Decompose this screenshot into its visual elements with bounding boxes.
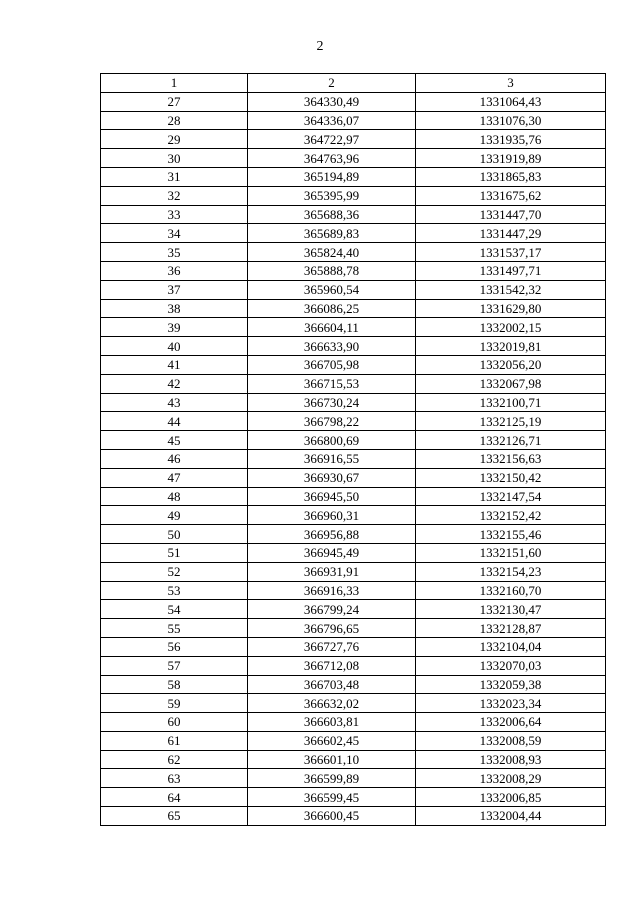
- table-row: [101, 449, 606, 468]
- x-coordinate-cell: 366800,69: [248, 431, 416, 450]
- point-number-cell: 58: [101, 675, 248, 694]
- column-header: 2: [248, 74, 416, 93]
- x-coordinate-cell: 364330,49: [248, 92, 416, 111]
- table-row: [101, 167, 606, 186]
- table-row: [101, 186, 606, 205]
- point-number-cell: 52: [101, 562, 248, 581]
- table-row: [101, 205, 606, 224]
- y-coordinate-cell: 1332002,15: [416, 318, 606, 337]
- x-coordinate-cell: 366799,24: [248, 600, 416, 619]
- point-number-cell: 51: [101, 543, 248, 562]
- point-number-cell: 61: [101, 731, 248, 750]
- y-coordinate-cell: 1331064,43: [416, 92, 606, 111]
- point-number-cell: 38: [101, 299, 248, 318]
- table-row: [101, 694, 606, 713]
- x-coordinate-cell: 366715,53: [248, 374, 416, 393]
- table-row: [101, 149, 606, 168]
- x-coordinate-cell: 366730,24: [248, 393, 416, 412]
- table-row: [101, 675, 606, 694]
- y-coordinate-cell: 1332023,34: [416, 694, 606, 713]
- x-coordinate-cell: 366086,25: [248, 299, 416, 318]
- point-number-cell: 43: [101, 393, 248, 412]
- y-coordinate-cell: 1332008,59: [416, 731, 606, 750]
- table-row: [101, 487, 606, 506]
- x-coordinate-cell: 365960,54: [248, 280, 416, 299]
- point-number-cell: 63: [101, 769, 248, 788]
- table-row: [101, 656, 606, 675]
- table-row: [101, 619, 606, 638]
- x-coordinate-cell: 366712,08: [248, 656, 416, 675]
- table-row: [101, 111, 606, 130]
- point-number-cell: 55: [101, 619, 248, 638]
- point-number-cell: 54: [101, 600, 248, 619]
- table-row: [101, 130, 606, 149]
- x-coordinate-cell: 365689,83: [248, 224, 416, 243]
- y-coordinate-cell: 1332006,64: [416, 713, 606, 732]
- table-row: [101, 280, 606, 299]
- x-coordinate-cell: 366600,45: [248, 807, 416, 826]
- x-coordinate-cell: 366916,33: [248, 581, 416, 600]
- x-coordinate-cell: 366632,02: [248, 694, 416, 713]
- y-coordinate-cell: 1332070,03: [416, 656, 606, 675]
- point-number-cell: 53: [101, 581, 248, 600]
- point-number-cell: 48: [101, 487, 248, 506]
- y-coordinate-cell: 1332006,85: [416, 788, 606, 807]
- y-coordinate-cell: 1332126,71: [416, 431, 606, 450]
- x-coordinate-cell: 366599,45: [248, 788, 416, 807]
- y-coordinate-cell: 1332155,46: [416, 525, 606, 544]
- x-coordinate-cell: 366705,98: [248, 355, 416, 374]
- x-coordinate-cell: 366633,90: [248, 337, 416, 356]
- y-coordinate-cell: 1331537,17: [416, 243, 606, 262]
- y-coordinate-cell: 1332067,98: [416, 374, 606, 393]
- y-coordinate-cell: 1331919,89: [416, 149, 606, 168]
- point-number-cell: 30: [101, 149, 248, 168]
- point-number-cell: 45: [101, 431, 248, 450]
- point-number-cell: 34: [101, 224, 248, 243]
- table-row: [101, 412, 606, 431]
- point-number-cell: 56: [101, 637, 248, 656]
- y-coordinate-cell: 1332125,19: [416, 412, 606, 431]
- x-coordinate-cell: 365688,36: [248, 205, 416, 224]
- y-coordinate-cell: 1331542,32: [416, 280, 606, 299]
- point-number-cell: 29: [101, 130, 248, 149]
- page-number: 2: [316, 39, 324, 54]
- table-row: [101, 525, 606, 544]
- point-number-cell: 31: [101, 167, 248, 186]
- table-row: [101, 807, 606, 826]
- y-coordinate-cell: 1332104,04: [416, 637, 606, 656]
- table-row: [101, 562, 606, 581]
- x-coordinate-cell: 366945,49: [248, 543, 416, 562]
- y-coordinate-cell: 1332019,81: [416, 337, 606, 356]
- y-coordinate-cell: 1331629,80: [416, 299, 606, 318]
- y-coordinate-cell: 1331447,29: [416, 224, 606, 243]
- x-coordinate-cell: 366603,81: [248, 713, 416, 732]
- table-row: [101, 393, 606, 412]
- table-row: [101, 769, 606, 788]
- y-coordinate-cell: 1331865,83: [416, 167, 606, 186]
- point-number-cell: 59: [101, 694, 248, 713]
- table-row: [101, 92, 606, 111]
- x-coordinate-cell: 364336,07: [248, 111, 416, 130]
- table-row: [101, 713, 606, 732]
- point-number-cell: 64: [101, 788, 248, 807]
- x-coordinate-cell: 366604,11: [248, 318, 416, 337]
- x-coordinate-cell: 364763,96: [248, 149, 416, 168]
- point-number-cell: 62: [101, 750, 248, 769]
- y-coordinate-cell: 1332147,54: [416, 487, 606, 506]
- table-row: [101, 581, 606, 600]
- x-coordinate-cell: 366930,67: [248, 468, 416, 487]
- table-row: [101, 224, 606, 243]
- y-coordinate-cell: 1332152,42: [416, 506, 606, 525]
- x-coordinate-cell: 366727,76: [248, 637, 416, 656]
- x-coordinate-cell: 365888,78: [248, 261, 416, 280]
- x-coordinate-cell: 366602,45: [248, 731, 416, 750]
- x-coordinate-cell: 366599,89: [248, 769, 416, 788]
- coordinates-table: [100, 73, 606, 826]
- point-number-cell: 41: [101, 355, 248, 374]
- point-number-cell: 57: [101, 656, 248, 675]
- table-row: [101, 468, 606, 487]
- y-coordinate-cell: 1332160,70: [416, 581, 606, 600]
- table-row: [101, 261, 606, 280]
- x-coordinate-cell: 366945,50: [248, 487, 416, 506]
- y-coordinate-cell: 1331935,76: [416, 130, 606, 149]
- x-coordinate-cell: 366960,31: [248, 506, 416, 525]
- point-number-cell: 40: [101, 337, 248, 356]
- table-row: [101, 731, 606, 750]
- x-coordinate-cell: 366703,48: [248, 675, 416, 694]
- point-number-cell: 46: [101, 449, 248, 468]
- point-number-cell: 28: [101, 111, 248, 130]
- y-coordinate-cell: 1332100,71: [416, 393, 606, 412]
- y-coordinate-cell: 1332128,87: [416, 619, 606, 638]
- point-number-cell: 42: [101, 374, 248, 393]
- table-row: [101, 374, 606, 393]
- y-coordinate-cell: 1332154,23: [416, 562, 606, 581]
- x-coordinate-cell: 365395,99: [248, 186, 416, 205]
- table-row: [101, 431, 606, 450]
- point-number-cell: 35: [101, 243, 248, 262]
- y-coordinate-cell: 1332008,93: [416, 750, 606, 769]
- y-coordinate-cell: 1332150,42: [416, 468, 606, 487]
- table-row: [101, 600, 606, 619]
- point-number-cell: 47: [101, 468, 248, 487]
- y-coordinate-cell: 1331675,62: [416, 186, 606, 205]
- y-coordinate-cell: 1332008,29: [416, 769, 606, 788]
- x-coordinate-cell: 366796,65: [248, 619, 416, 638]
- table-row: [101, 318, 606, 337]
- point-number-cell: 32: [101, 186, 248, 205]
- x-coordinate-cell: 366601,10: [248, 750, 416, 769]
- point-number-cell: 39: [101, 318, 248, 337]
- table-row: [101, 750, 606, 769]
- y-coordinate-cell: 1332156,63: [416, 449, 606, 468]
- point-number-cell: 37: [101, 280, 248, 299]
- point-number-cell: 65: [101, 807, 248, 826]
- table-row: [101, 299, 606, 318]
- point-number-cell: 27: [101, 92, 248, 111]
- x-coordinate-cell: 365824,40: [248, 243, 416, 262]
- point-number-cell: 60: [101, 713, 248, 732]
- table-header-row: [101, 74, 606, 93]
- column-header: 1: [101, 74, 248, 93]
- column-header: 3: [416, 74, 606, 93]
- y-coordinate-cell: 1332059,38: [416, 675, 606, 694]
- x-coordinate-cell: 366798,22: [248, 412, 416, 431]
- y-coordinate-cell: 1332004,44: [416, 807, 606, 826]
- table-row: [101, 243, 606, 262]
- table-row: [101, 637, 606, 656]
- x-coordinate-cell: 366956,88: [248, 525, 416, 544]
- x-coordinate-cell: 366916,55: [248, 449, 416, 468]
- x-coordinate-cell: 365194,89: [248, 167, 416, 186]
- table-row: [101, 355, 606, 374]
- point-number-cell: 36: [101, 261, 248, 280]
- table-row: [101, 543, 606, 562]
- point-number-cell: 50: [101, 525, 248, 544]
- table-row: [101, 506, 606, 525]
- x-coordinate-cell: 364722,97: [248, 130, 416, 149]
- y-coordinate-cell: 1332130,47: [416, 600, 606, 619]
- x-coordinate-cell: 366931,91: [248, 562, 416, 581]
- point-number-cell: 49: [101, 506, 248, 525]
- y-coordinate-cell: 1332056,20: [416, 355, 606, 374]
- point-number-cell: 44: [101, 412, 248, 431]
- table-row: [101, 788, 606, 807]
- y-coordinate-cell: 1332151,60: [416, 543, 606, 562]
- y-coordinate-cell: 1331497,71: [416, 261, 606, 280]
- table-row: [101, 337, 606, 356]
- y-coordinate-cell: 1331076,30: [416, 111, 606, 130]
- y-coordinate-cell: 1331447,70: [416, 205, 606, 224]
- point-number-cell: 33: [101, 205, 248, 224]
